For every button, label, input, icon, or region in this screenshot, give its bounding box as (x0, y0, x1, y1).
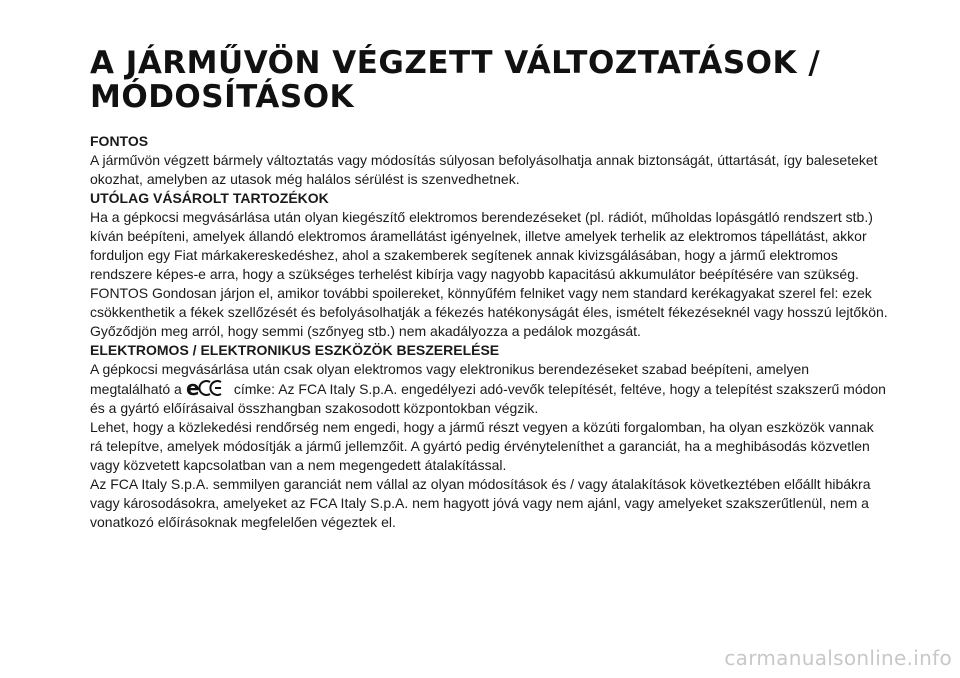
paragraph: Az FCA Italy S.p.A. semmilyen garanciát nem vállal az olyan módosítások és / vagy átalakítások következtében előállt hibákra vagy károsodásokra, amelyeket az FCA Italy S.p.A. nem hagyott jóvá vagy nem ajánl, vagy amelyeket szakszerűtlenül, nem a vonatkozó előírásoknak megfelelően végeztek el. (90, 476, 871, 530)
paragraph: Lehet, hogy a közlekedési rendőrség nem engedi, hogy a jármű részt vegyen a közúti forgalomban, ha olyan eszközök vannak rá telepítve, amelyek módosítják a jármű jellemzőit. A gyártó pedig érvényteleníthet a garanciát, ha a meghibásodás közvetlen vagy közvetett kapcsolatban van a nem megengedett átalakítással. (90, 419, 874, 473)
paragraph-text-after: címke: Az FCA Italy S.p.A. engedélyezi adó-vevők telepítését, feltéve, hogy a telepítést szakszerű módon és a gyártó előírásaival összhangban szakosodott központokban végzik. (90, 381, 886, 416)
paragraph: Ha a gépkocsi megvásárlása után olyan kiegészítő elektromos berendezéseket (pl. rádiót, műholdas lopásgátló rendszert stb.) kíván beépíteni, amelyek állandó elektromos áramellátást igényelnek, illetve amelyek terhelik az elektromos tápellátást, akkor forduljon egy Fiat márkakereskedéshez, ahol a szakemberek segítenek annak kivizsgálásában, hogy a jármű elektromos rendszere képes-e arra, hogy a szükséges terhelést kibírja vagy nagyobb kapacitású akkumulátor beépítésére van szükség. (90, 209, 873, 282)
e-ce-mark-icon (186, 379, 230, 397)
document-page (90, 46, 890, 532)
section-elektromos (90, 341, 890, 532)
section-heading-utolag: UTÓLAG VÁSÁROLT TARTOZÉKOK (90, 190, 329, 206)
section-utolag (90, 189, 890, 341)
section-heading-fontos: FONTOS (90, 133, 149, 149)
svg-text:e: e (185, 379, 200, 397)
page-title (90, 46, 890, 114)
page-title-line2: MÓDOSÍTÁSOK (90, 79, 355, 115)
watermark: carmanualsonline.info (724, 646, 952, 670)
paragraph: FONTOS Gondosan járjon el, amikor további spoilereket, könnyűfém felniket vagy nem standard kerékagyakat szerel fel: ezek csökkenthetik a fékek szellőzését és befolyásolhatják a fékezés hatékonyságát éles, ismételt fékezéseknél vagy hosszú lejtőkön. Győződjön meg arról, hogy semmi (szőnyeg stb.) nem akadályozza a pedálok mozgását. (90, 285, 888, 339)
section-heading-elektromos: ELEKTROMOS / ELEKTRONIKUS ESZKÖZÖK BESZERELÉSE (90, 342, 500, 358)
paragraph-text-before: A gépkocsi megvásárlása után csak olyan elektromos vagy elektronikus berendezéseket szabad beépíteni, amelyen megtalálható a (90, 361, 810, 397)
paragraph: A járművön végzett bármely változtatás vagy módosítás súlyosan befolyásolhatja annak biztonságát, úttartását, így baleseteket okozhat, amelyben az utasok még halálos sérülést is szenvedhetnek. (90, 152, 878, 187)
page-title-line1: A JÁRMŰVÖN VÉGZETT VÁLTOZTATÁSOK / (90, 45, 821, 81)
paragraph-with-ce-mark (90, 360, 890, 418)
section-fontos (90, 132, 890, 189)
